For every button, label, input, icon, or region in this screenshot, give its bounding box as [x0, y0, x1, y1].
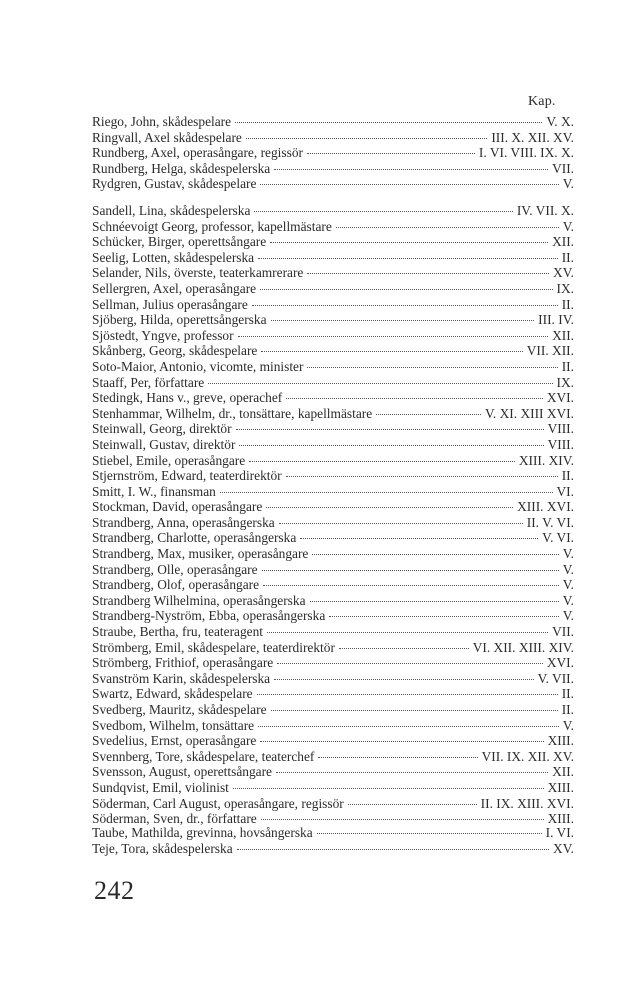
entry-name: Stockman, David, operasångare [92, 499, 263, 515]
entry-chapters: II. V. VI. [526, 514, 574, 530]
dot-leader [261, 351, 522, 352]
entry-chapters: V. [562, 561, 574, 577]
entry-name: Svedbom, Wilhelm, tonsättare [92, 717, 255, 733]
dot-leader [236, 429, 544, 430]
entry-name: Straube, Bertha, fru, teateragent [92, 624, 264, 640]
entry-chapters: II. [561, 358, 574, 374]
entry-name: Strandberg, Olof, operasångare [92, 577, 260, 593]
entry-name: Strandberg, Max, musiker, operasångare [92, 546, 309, 562]
entry-name: Stjernström, Edward, teaterdirektör [92, 468, 282, 484]
dot-leader [257, 694, 558, 695]
index-entry [92, 468, 574, 484]
entry-name: Rydgren, Gustav, skådespelare [92, 176, 257, 192]
entry-name: Rundberg, Helga, skådespelerska [92, 160, 271, 176]
entry-chapters: XVI. [546, 655, 574, 671]
dot-leader [239, 445, 543, 446]
dot-leader [339, 648, 469, 649]
index-entry [92, 499, 574, 515]
entry-name: Riego, John, skådespelare [92, 114, 232, 129]
dot-leader [235, 122, 542, 123]
entry-name: Söderman, Sven, dr., författare [92, 811, 257, 827]
index-group-r [92, 114, 574, 192]
entry-name: Schücker, Birger, operettsångare [92, 234, 267, 250]
dot-leader [263, 585, 559, 586]
entry-chapters: V. [562, 717, 574, 733]
dot-leader [220, 492, 553, 493]
dot-leader [233, 788, 544, 789]
dot-leader [270, 242, 548, 243]
entry-chapters: V. [562, 176, 574, 192]
index-group-s [92, 203, 574, 827]
entry-name: Svedberg, Mauritz, skådespelare [92, 702, 267, 717]
dot-leader [348, 804, 477, 805]
entry-chapters: VII. XII. [526, 343, 574, 359]
index-entry [92, 176, 574, 192]
entry-chapters: XII. [552, 327, 574, 343]
entry-name: Söderman, Carl August, operasångare, regissör [92, 795, 344, 811]
index-entry [92, 515, 574, 531]
index-entry [92, 764, 574, 780]
entry-name: Schnéevoigt Georg, professor, kapellmästare [92, 218, 332, 234]
index-entry [92, 161, 574, 177]
entry-chapters: I. VI. [545, 825, 574, 840]
entry-chapters: V. [562, 592, 574, 608]
index-entry [92, 265, 574, 281]
entry-name: Skånberg, Georg, skådespelare [92, 343, 258, 359]
dot-leader [329, 616, 558, 617]
entry-chapters: XIII. XVI. [517, 499, 574, 515]
index-entry [92, 640, 574, 656]
entry-chapters: II. [561, 296, 574, 312]
dot-leader [307, 153, 475, 154]
dot-leader [307, 273, 549, 274]
entry-name: Staaff, Per, författare [92, 374, 205, 390]
entry-name: Steinwall, Georg, direktör [92, 421, 232, 437]
index-entry [92, 359, 574, 375]
entry-chapters: III. X. XII. XV. [491, 129, 574, 145]
index-entry [92, 655, 574, 671]
dot-leader [277, 663, 543, 664]
dot-leader [274, 679, 534, 680]
entry-name: Soto-Maior, Antonio, vicomte, minister [92, 358, 304, 374]
index-entry [92, 250, 574, 266]
index-entry [92, 546, 574, 562]
entry-name: Strandberg Wilhelmina, operasångerska [92, 592, 306, 608]
entry-chapters: XVI. [546, 390, 574, 406]
dot-leader [238, 336, 548, 337]
dot-leader [279, 523, 523, 524]
index-entry [92, 749, 574, 765]
entry-chapters: XIII. [547, 779, 574, 795]
entry-chapters: VI. [556, 483, 574, 499]
index-entry [92, 796, 574, 812]
entry-chapters: VI. XII. XIII. XIV. [472, 639, 574, 655]
entry-chapters: V. [562, 577, 574, 593]
entry-chapters: V. [562, 218, 574, 234]
index-entry [92, 281, 574, 297]
dot-leader [249, 461, 515, 462]
dot-leader [262, 570, 559, 571]
dot-leader [300, 538, 538, 539]
entry-chapters: V. X. [546, 114, 574, 129]
dot-leader [286, 398, 543, 399]
index-entry [92, 825, 574, 841]
entry-name: Rundberg, Axel, operasångare, regissör [92, 145, 303, 161]
dot-leader [252, 305, 558, 306]
entry-chapters: XIII. [547, 733, 574, 749]
dot-leader [312, 554, 558, 555]
entry-name: Stiebel, Emile, operasångare [92, 452, 246, 468]
entry-chapters: VII. [552, 160, 574, 176]
entry-chapters: XV. [553, 840, 574, 856]
entry-chapters: II. IX. XIII. XVI. [480, 795, 574, 811]
entry-chapters: XV. [553, 265, 574, 281]
index-entry [92, 562, 574, 578]
entry-chapters: III. IV. [538, 312, 574, 328]
entry-name: Selander, Nils, överste, teaterkamrerare [92, 265, 304, 281]
index-entry [92, 702, 574, 718]
dot-leader [258, 258, 558, 259]
dot-leader [260, 741, 543, 742]
entry-chapters: II. [561, 468, 574, 484]
entry-name: Teje, Tora, skådespelerska [92, 840, 233, 856]
entry-chapters: XII. [552, 234, 574, 250]
dot-leader [271, 320, 535, 321]
dot-leader [271, 710, 558, 711]
dot-leader [261, 819, 544, 820]
entry-name: Strömberg, Frithiof, operasångare [92, 655, 274, 671]
entry-chapters: VII. [552, 624, 574, 640]
index-entry [92, 484, 574, 500]
index-entry [92, 130, 574, 146]
entry-name: Sandell, Lina, skådespelerska [92, 203, 251, 218]
entry-name: Smitt, I. W., finansman [92, 483, 216, 499]
entry-chapters: II. [561, 249, 574, 265]
entry-name: Strandberg-Nyström, Ebba, operasångerska [92, 608, 326, 624]
dot-leader [274, 169, 548, 170]
entry-chapters: XIII. XIV. [518, 452, 574, 468]
chapter-column-heading: Kap. [528, 94, 556, 109]
dot-leader [254, 211, 512, 212]
index-entry [92, 114, 574, 130]
entry-name: Swartz, Edward, skådespelare [92, 686, 253, 702]
entry-chapters: VII. IX. XII. XV. [481, 748, 574, 764]
entry-chapters: VIII. [547, 421, 574, 437]
entry-chapters: V. XI. XIII XVI. [484, 405, 574, 421]
entry-name: Seelig, Lotten, skådespelerska [92, 249, 255, 265]
index-entry [92, 406, 574, 422]
entry-name: Svennberg, Tore, skådespelare, teaterchef [92, 748, 315, 764]
index-entry [92, 530, 574, 546]
index-entry [92, 203, 574, 219]
page-number: 242 [94, 876, 135, 905]
dot-leader [376, 414, 481, 415]
entry-name: Steinwall, Gustav, direktör [92, 436, 236, 452]
dot-leader [307, 367, 557, 368]
entry-name: Ringvall, Axel skådespelare [92, 129, 242, 145]
dot-leader [317, 833, 542, 834]
dot-leader [258, 726, 559, 727]
entry-chapters: IV. VII. X. [516, 203, 574, 218]
index-entry [92, 234, 574, 250]
dot-leader [260, 184, 558, 185]
index-entry [92, 312, 574, 328]
index-entry [92, 718, 574, 734]
dot-leader [318, 757, 477, 758]
index-entry [92, 608, 574, 624]
dot-leader [237, 849, 549, 850]
dot-leader [246, 138, 487, 139]
entry-name: Stedingk, Hans v., greve, operachef [92, 390, 283, 406]
entry-name: Sellman, Julius operasångare [92, 296, 248, 312]
entry-chapters: IX. [556, 280, 574, 296]
index-group-t [92, 825, 574, 856]
index-entry [92, 375, 574, 391]
index-entry [92, 297, 574, 313]
index-entry [92, 219, 574, 235]
entry-name: Svedelius, Ernst, operasångare [92, 733, 257, 749]
entry-name: Strandberg, Charlotte, operasångerska [92, 530, 297, 546]
dot-leader [260, 289, 552, 290]
entry-chapters: V. VII. [537, 670, 574, 686]
entry-name: Svanström Karin, skådespelerska [92, 670, 271, 686]
index-entry [92, 453, 574, 469]
index-entry [92, 671, 574, 687]
entry-chapters: XIII. [547, 811, 574, 827]
index-entry [92, 390, 574, 406]
dot-leader [286, 476, 558, 477]
dot-leader [336, 227, 559, 228]
entry-chapters: XII. [552, 764, 574, 780]
index-entry [92, 145, 574, 161]
entry-name: Svensson, August, operettsångare [92, 764, 273, 780]
entry-chapters: IX. [556, 374, 574, 390]
entry-chapters: I. VI. VIII. IX. X. [478, 145, 574, 161]
index-entry [92, 421, 574, 437]
index-entry [92, 328, 574, 344]
index-entry [92, 577, 574, 593]
entry-chapters: II. [561, 686, 574, 702]
entry-name: Sjöstedt, Yngve, professor [92, 327, 234, 343]
index-entry [92, 593, 574, 609]
index-entry [92, 780, 574, 796]
index-entry [92, 686, 574, 702]
dot-leader [208, 383, 552, 384]
entry-chapters: V. VI. [542, 530, 574, 546]
entry-name: Sellergren, Axel, operasångare [92, 280, 257, 296]
entry-name: Sundqvist, Emil, violinist [92, 779, 229, 795]
entry-name: Taube, Mathilda, grevinna, hovsångerska [92, 825, 313, 840]
entry-name: Stenhammar, Wilhelm, dr., tonsättare, kapellmästare [92, 405, 373, 421]
entry-chapters: II. [561, 702, 574, 717]
entry-name: Strandberg, Anna, operasångerska [92, 514, 275, 530]
entry-name: Strandberg, Olle, operasångare [92, 561, 258, 577]
entry-chapters: VIII. [547, 436, 574, 452]
index-entry [92, 733, 574, 749]
index-entry [92, 343, 574, 359]
entry-name: Strömberg, Emil, skådespelare, teaterdirektör [92, 639, 335, 655]
entry-name: Sjöberg, Hilda, operettsångerska [92, 312, 267, 328]
entry-chapters: V. [562, 546, 574, 562]
index-entry [92, 624, 574, 640]
entry-chapters: V. [562, 608, 574, 624]
dot-leader [266, 507, 513, 508]
dot-leader [276, 772, 548, 773]
dot-leader [267, 632, 548, 633]
index-entry [92, 841, 574, 857]
index-entry [92, 437, 574, 453]
dot-leader [310, 601, 559, 602]
